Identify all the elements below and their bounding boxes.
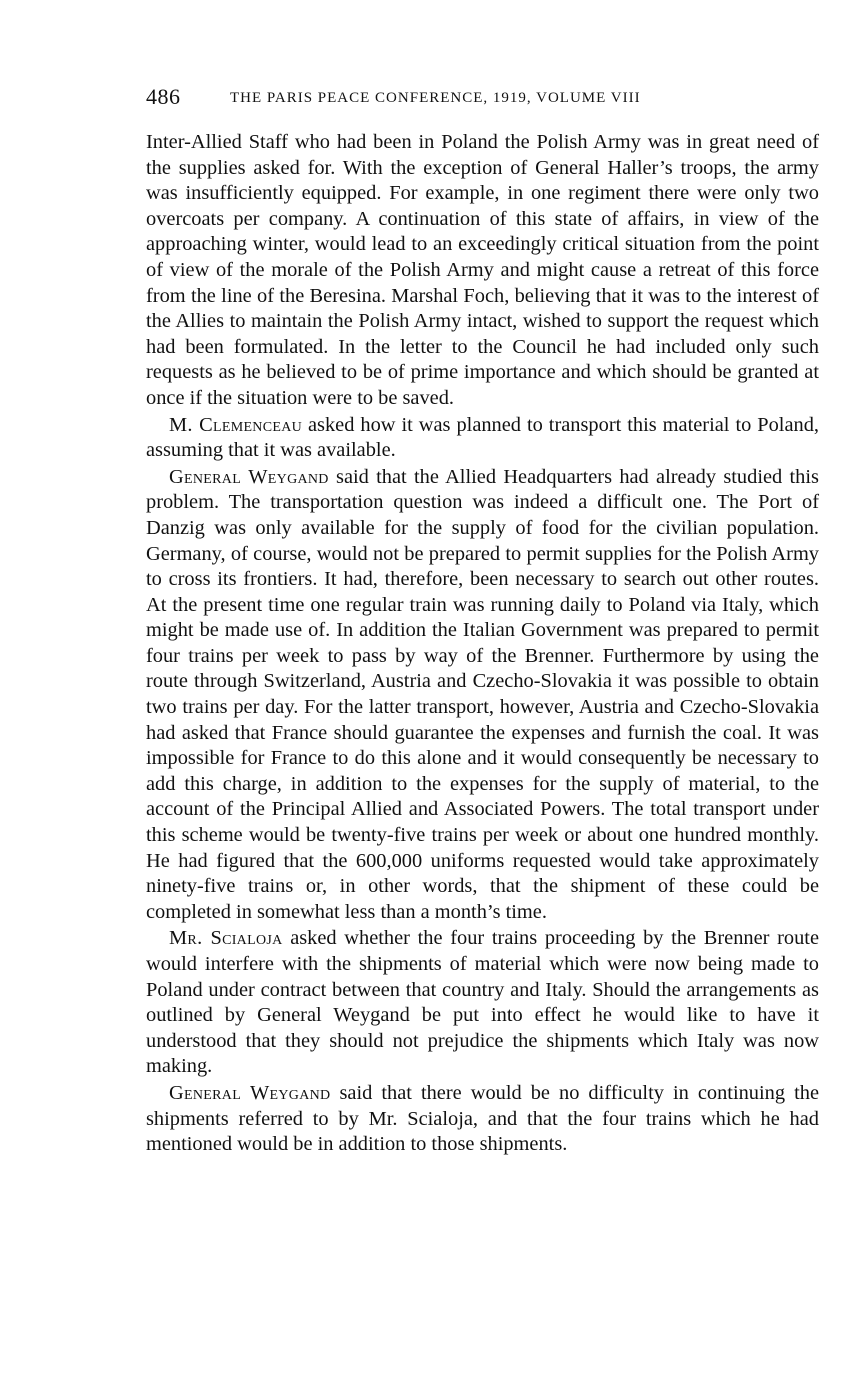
paragraph-text: asked whether the four trains proceeding by the Brenner route would interfere with the shipments of material which were now being made to Poland under contract between that country and Italy. Should the arrangements as outlined by General Weygand be put into effect he would like to have it understood that they should not prejudice the shipments which Italy was now making. [146, 927, 819, 1078]
paragraph-clemenceau [146, 413, 819, 464]
speaker-name: General Weygand [169, 1081, 331, 1104]
paragraph-weygand-2 [146, 1081, 819, 1158]
page-number: 486 [146, 84, 181, 109]
paragraph-text: said that the Allied Headquarters had already studied this problem. The transportation question was indeed a difficult one. The Port of Danzig was only available for the supply of food for the civilian population. Germany, of course, would not be prepared to permit supplies for the Polish Army to cross its frontiers. It had, therefore, been necessary to search out other routes. At the present time one regular train was running daily to Poland via Italy, which might be made use of. In addition the Italian Government was prepared to permit four trains per week to pass by way of the Brenner. Furthermore by using the route through Switzerland, Austria and Czecho-Slovakia it was possible to obtain two trains per day. For the latter transport, however, Austria and Czecho-Slovakia had asked that France should guarantee the expenses and furnish the coal. It was impossible for France to do this alone and it would consequently be necessary to add this charge, in addition to the expenses for the supply of material, to the account of the Principal Allied and Associated Powers. The total transport under this scheme would be twenty-five trains per week or about one hundred monthly. He had figured that the 600,000 uniforms requested would take approximately ninety-five trains or, in other words, that the shipment of these could be completed in somewhat less than a month’s time. [146, 465, 819, 923]
paragraph-text: said that there would be no difficulty in continuing the shipments referred to by Mr. Scialoja, and that the four trains which he had mentioned would be in addition to those shipments. [146, 1081, 819, 1156]
body-text [146, 130, 819, 1158]
page-header [146, 84, 826, 114]
paragraph-continued [146, 130, 819, 412]
paragraph-scialoja [146, 926, 819, 1080]
speaker-name: Mr. Scialoja [169, 927, 283, 950]
paragraph-text: asked how it was planned to transport this material to Poland, assuming that it was available. [146, 413, 820, 462]
speaker-name: General Weygand [169, 465, 329, 488]
paragraph-weygand-1 [146, 465, 819, 926]
paragraph-text: Inter-Allied Staff who had been in Poland the Polish Army was in great need of the supplies asked for. With the exception of General Haller’s troops, the army was insufficiently equipped. For example, in one regiment there were only two overcoats per company. A continuation of this state of affairs, in view of the approaching winter, would lead to an exceedingly critical situation from the point of view of the morale of the Polish Army and might cause a retreat of this force from the line of the Beresina. Marshal Foch, believing that it was to the interest of the Allies to maintain the Polish Army intact, wished to support the request which had been formulated. In the letter to the Council he had included only such requests as he believed to be of prime importance and which should be granted at once if the situation were to be saved. [146, 131, 819, 409]
speaker-name: M. Clemenceau [169, 413, 303, 436]
running-head: THE PARIS PEACE CONFERENCE, 1919, VOLUME VIII [230, 90, 641, 106]
